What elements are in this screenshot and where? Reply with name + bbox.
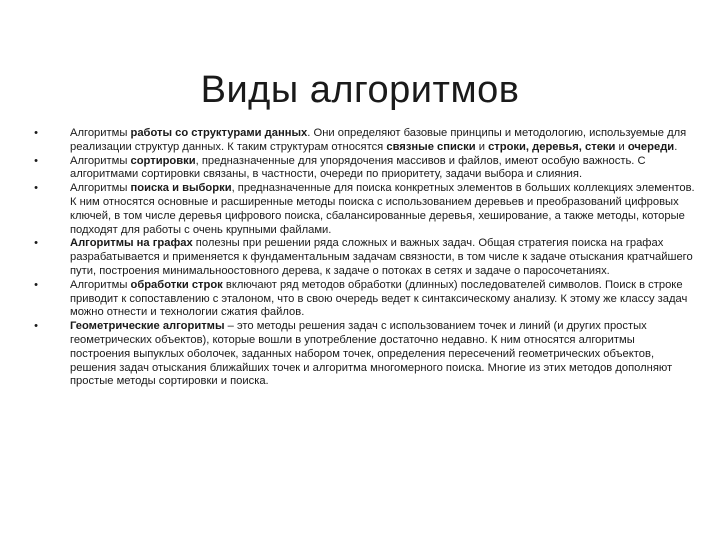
list-item [30,155,696,183]
bullet-icon: • [34,182,38,195]
list-item [30,127,696,155]
item-text: Геометрические алгоритмы – это методы решения задач с использованием точек и линий (и других простых геометрических объектов), которые вошли в употребление достаточно недавно. К ним относятся алгоритмы построения выпуклых оболочек, заданных набором точек, определения пересечений геометрических объектов, решения задач отыскания ближайших точек и алгоритма многомерного поиска. Многие из этих методов дополняют простые методы сортировки и поиска. [70,320,673,388]
slide-title: Виды алгоритмов [200,69,520,112]
item-text: Алгоритмы сортировки, предназначенные для упорядочения массивов и файлов, имеют особую важность. С алгоритмами сортировки связаны, в частности, очереди по приоритету, задачи выбора и слияния. [70,154,646,181]
bullet-list [30,127,696,389]
item-text: Алгоритмы работы со структурами данных. Они определяют базовые принципы и методологию, используемые для реализации структур данных. К таким структурам относятся связные списки и строки, деревья, стеки и очереди. [70,127,687,153]
list-item [30,182,696,237]
bullet-icon: • [34,154,38,167]
bullet-icon: • [34,127,38,139]
bullet-icon: • [34,237,38,250]
item-text: Алгоритмы поиска и выборки, предназначенные для поиска конкретных элементов в больших коллекциях элементов. К ним относятся основные и расширенные методы поиска с использованием деревьев и преобразований цифровых ключей, в том числе деревья цифрового поиска, сбалансированные деревья, хеширование, а также методы, которые подходят для работы с очень крупными файлами. [70,182,695,236]
item-text: Алгоритмы обработки строк включают ряд методов обработки (длинных) последователей символов. Поиск в строке приводит к сопоставлению с эталоном, что в свою очередь ведет к синтаксическому анализу. К этому же классу задач можно отнести и технологии сжатия файлов. [70,278,688,319]
item-text: Алгоритмы на графах полезны при решении ряда сложных и важных задач. Общая стратегия поиска на графах разрабатывается и применяется к фундаментальным задачам связности, в том числе к задаче отыскания кратчайшего пути, построения минимальноостовного дерева, к задаче о потоках в сетях и задаче о паросочетаниях. [70,237,693,277]
list-item [30,237,696,278]
bullet-icon: • [34,320,38,333]
list-item [30,320,696,389]
bullet-icon: • [34,278,38,291]
list-item [30,279,696,320]
